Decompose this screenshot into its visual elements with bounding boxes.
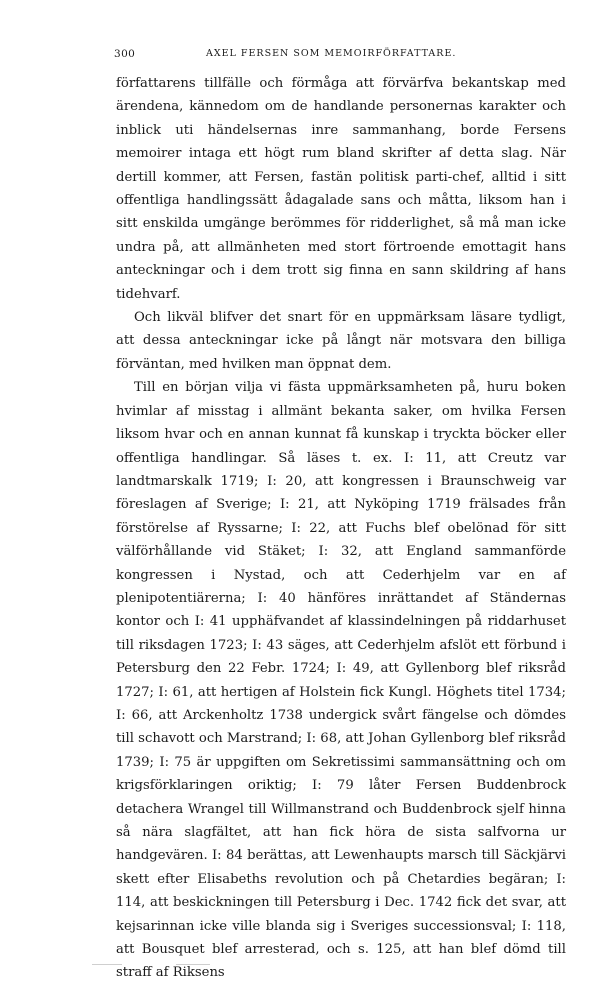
running-head	[114, 47, 474, 61]
paragraph-3: Till en början vilja vi fästa uppmärksamheten på, huru boken hvimlar af misstag i allmänt bekanta saker, om hvilka Fersen liksom hvar och en annan kunnat få kunskap i tryckta böcker eller offentliga handlingar. Så läses t. ex. I: 11, att Creutz var landtmarskalk 1719; I: 20, att kongressen i Braunschweig var föreslagen af Sverige; I: 21, att Nyköping 1719 frälsades från förstörelse af Ryssarne; I: 22, att Fuchs blef obelönad för sitt välförhållande vid Stäket; I: 32, att England sammanförde kongressen i Nystad, och att Cederhjelm var en af plenipotentiärerna; I: 40 hänföres inrättandet af Ständernas kontor och I: 41 upphäfvandet af klassindelningen på riddarhuset till riksdagen 1723; I: 43 säges, att Cederhjelm afslöt ett förbund i Petersburg den 22 Febr. 1724; I: 49, att Gyllenborg blef riksråd 1727; I: 61, att hertigen af Holstein fick Kungl. Höghets titel 1734; I: 66, att Arckenholtz 1738 undergick svårt fängelse och dömdes till schavott och Marstrand; I: 68, att Johan Gyllenborg blef riksråd 1739; I: 75 är uppgiften om Sekretissimi sammansättning och om krigsförklaringen oriktig; I: 79 låter Fersen Buddenbrock detachera Wrangel till Willmanstrand och Buddenbrock sjelf hinna så nära slagfältet, att han fick höra de sista salfvorna ur handgevären. I: 84 berättas, att Lewenhaupts marsch till Säckjärvi skett efter Elisabeths revolution och på Chetardies begäran; I: 114, att beskickningen till Petersburg i Dec. 1742 fick det svar, att kejsarinnan icke ville blanda sig i Sveriges successionsval; I: 118, att Bousquet blef arresterad, och s. 125, att han blef dömd till straff af Riksens	[116, 380, 566, 981]
paragraph-1: författarens tillfälle och förmåga att förvärfva bekantskap med ärendena, kännedom om de handlande personernas karakter och inblick uti händelsernas inre sammanhang, borde Fersens memoirer intaga ett högt rum bland skrifter af detta slag. När dertill kommer, att Fersen, fastän politisk parti-chef, alltid i sitt offentliga handlingssätt ådagalade sans och måtta, liksom han i sitt enskilda umgänge berömmes för ridderlighet, så må man icke undra på, att allmänheten med stort förtroende emottagit hans anteckningar och i dem trott sig finna en sann skildring af hans tidehvarf.	[116, 76, 566, 302]
footer-rule-right	[176, 964, 210, 965]
body-text	[116, 72, 566, 985]
footer-rule-left	[92, 964, 122, 965]
paragraph-2: Och likväl blifver det snart för en uppmärksam läsare tydligt, att dessa anteckningar icke på långt när motsvara den billiga förväntan, med hvilken man öppnat dem.	[116, 310, 566, 372]
page-number: 300	[114, 48, 136, 60]
running-title: AXEL FERSEN SOM MEMOIRFÖRFATTARE.	[206, 48, 457, 59]
